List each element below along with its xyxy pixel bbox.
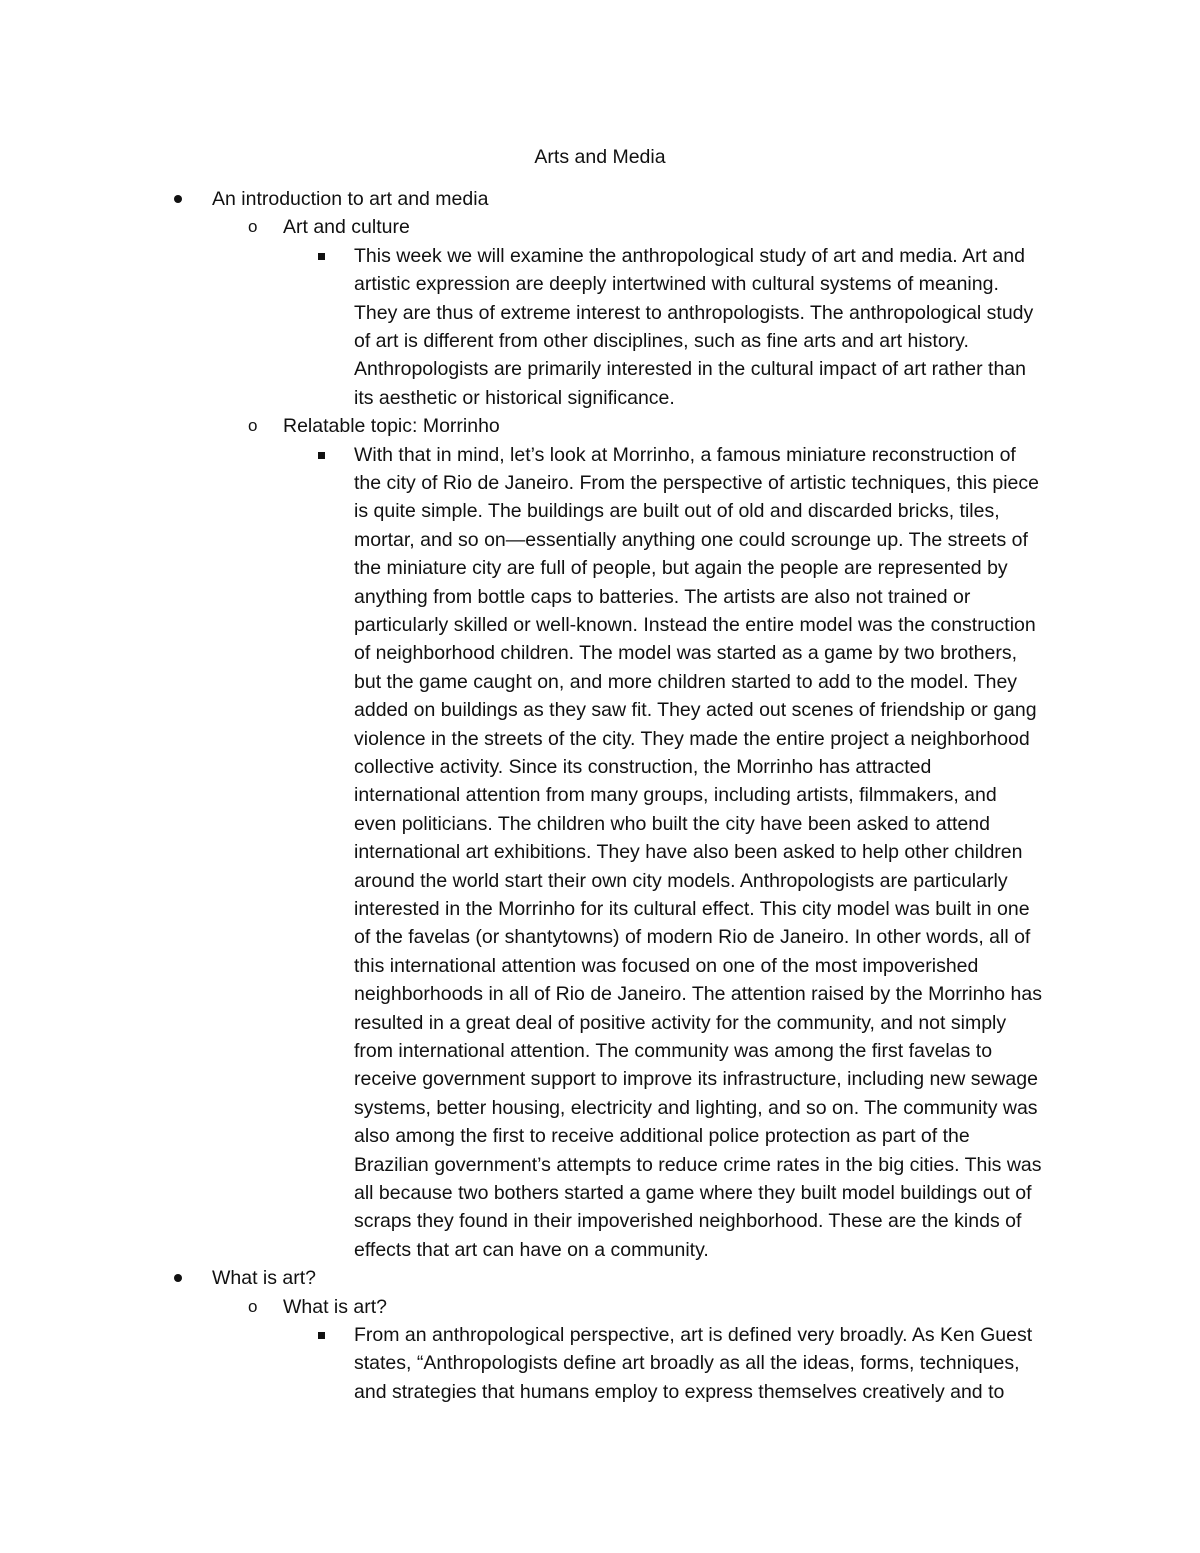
bullet-circle-icon: o — [248, 217, 258, 237]
paragraph-line: neighborhoods in all of Rio de Janeiro. The attention raised by the Morrinho has — [354, 983, 1042, 1006]
paragraph-line: violence in the streets of the city. They made the entire project a neighborhood — [354, 727, 1030, 750]
paragraph-line: anything from bottle caps to batteries. The artists are also not trained or — [354, 585, 971, 608]
paragraph-line: This week we will examine the anthropological study of art and media. Art and — [354, 244, 1025, 267]
subsection-heading: Relatable topic: Morrinho — [283, 415, 500, 438]
paragraph-line: international art exhibitions. They have also been asked to help other children — [354, 841, 1023, 864]
paragraph-line: artistic expression are deeply intertwined with cultural systems of meaning. — [354, 273, 999, 296]
paragraph-line: international attention from many groups, including artists, filmmakers, and — [354, 784, 997, 807]
bullet-square-icon — [318, 452, 325, 459]
bullet-square-icon — [318, 1332, 325, 1339]
paragraph-line: interested in the Morrinho for its cultural effect. This city model was built in one — [354, 898, 1030, 920]
paragraph-line: added on buildings as they saw fit. They acted out scenes of friendship or gang — [354, 699, 1037, 722]
paragraph-line: but the game caught on, and more children started to add to the model. They — [354, 670, 1018, 693]
paragraph-line: receive government support to improve its infrastructure, including new sewage — [354, 1068, 1038, 1091]
paragraph-line: With that in mind, let’s look at Morrinho, a famous miniature reconstruction of — [354, 443, 1016, 466]
paragraph-line: of the favelas (or shantytowns) of modern Rio de Janeiro. In other words, all of — [354, 926, 1031, 949]
paragraph-line: resulted in a great deal of positive activity for the community, and not simply — [354, 1011, 1007, 1034]
paragraph-line: effects that art can have on a community. — [354, 1238, 709, 1261]
section-heading: An introduction to art and media — [212, 188, 489, 210]
paragraph-line: states, “Anthropologists define art broadly as all the ideas, forms, techniques, — [354, 1352, 1020, 1375]
paragraph-line: of art is different from other disciplines, such as fine arts and art history. — [354, 330, 969, 352]
bullet-circle-icon: o — [248, 416, 258, 436]
bullet-circle-icon: o — [248, 1296, 258, 1316]
paragraph-line: from international attention. The community was among the first favelas to — [354, 1040, 993, 1062]
paragraph-line: They are thus of extreme interest to anthropologists. The anthropological study — [354, 301, 1034, 324]
paragraph-line: all because two bothers started a game where they built model buildings out of — [354, 1182, 1032, 1204]
paragraph-line: From an anthropological perspective, art is defined very broadly. As Ken Guest — [354, 1324, 1033, 1346]
paragraph-line: the miniature city are full of people, but again the people are represented by — [354, 557, 1008, 580]
paragraph-line: systems, better housing, electricity and lighting, and so on. The community was — [354, 1096, 1038, 1119]
paragraph-line: even politicians. The children who built the city have been asked to attend — [354, 812, 990, 835]
paragraph-line: and strategies that humans employ to express themselves creatively and to — [354, 1380, 1005, 1403]
paragraph-line: Anthropologists are primarily interested in the cultural impact of art rather than — [354, 358, 1026, 381]
paragraph-line: also among the first to receive additional police protection as part of the — [354, 1125, 970, 1148]
paragraph-line: particularly skilled or well-known. Instead the entire model was the construction — [354, 614, 1036, 636]
bullet-dot-icon — [174, 1274, 182, 1282]
paragraph-line: this international attention was focused on one of the most impoverished — [354, 954, 979, 977]
bullet-dot-icon — [174, 195, 182, 203]
paragraph-line: mortar, and so on—essentially anything one could scrounge up. The streets of — [354, 528, 1028, 551]
bullet-square-icon — [318, 253, 325, 260]
paragraph-line: of neighborhood children. The model was started as a game by two brothers, — [354, 642, 1018, 665]
paragraph-line: the city of Rio de Janeiro. From the perspective of artistic techniques, this piece — [354, 472, 1039, 494]
section-heading: What is art? — [212, 1267, 317, 1290]
subsection-heading: What is art? — [283, 1295, 388, 1318]
paragraph-line: around the world start their own city models. Anthropologists are particularly — [354, 869, 1008, 892]
paragraph-line: its aesthetic or historical significance. — [354, 386, 675, 409]
subsection-heading: Art and culture — [283, 216, 410, 239]
paragraph-line: Brazilian government’s attempts to reduce crime rates in the big cities. This was — [354, 1153, 1042, 1176]
document-title: Arts and Media — [534, 146, 666, 168]
paragraph-line: scraps they found in their impoverished neighborhood. These are the kinds of — [354, 1210, 1022, 1233]
paragraph-line: collective activity. Since its construction, the Morrinho has attracted — [354, 756, 932, 778]
paragraph-line: is quite simple. The buildings are built out of old and discarded bricks, tiles, — [354, 500, 1000, 523]
